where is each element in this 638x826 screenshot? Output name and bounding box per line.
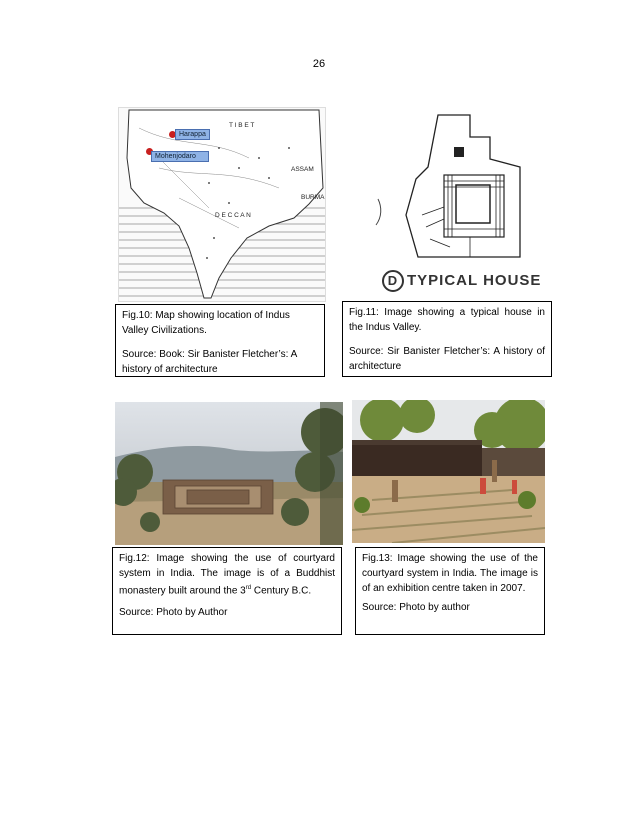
- caption-fig12-title-end: Century B.C.: [251, 585, 312, 597]
- caption-fig12: [112, 547, 342, 635]
- caption-fig12-title-sup: rd: [245, 585, 252, 591]
- caption-fig10-title: Fig.10: Map showing location of Indus Valley Civilizations.: [122, 310, 290, 336]
- caption-fig11-source: Source: Sir Banister Fletcher’s: A history of architecture: [349, 346, 545, 372]
- caption-fig12-title: [119, 551, 335, 598]
- map-drawing: [119, 108, 325, 301]
- house-title-text: TYPICAL HOUSE: [407, 272, 542, 289]
- caption-fig13: [355, 547, 545, 635]
- caption-fig10-source: Source: Book: Sir Banister Fletcher’s: A history of architecture: [122, 349, 297, 375]
- caption-fig10: [115, 304, 325, 377]
- page-number: 26: [312, 58, 326, 70]
- monastery-photo: [115, 402, 343, 545]
- caption-fig11: [342, 301, 552, 377]
- caption-fig12-title-main: Fig.12: Image showing the use of courtyard system in India. The image is of a Buddhist monastery built around the 3: [119, 553, 335, 597]
- caption-fig13-source: Source: Photo by author: [362, 602, 470, 613]
- harappa-label: Harappa: [175, 129, 210, 140]
- caption-fig13-title: Fig.13: Image showing the use of the courtyard system in India. The image is of an exhibition centre taken in 2007.: [362, 553, 538, 594]
- map-figure: [118, 107, 326, 302]
- house-drawing: [370, 107, 550, 295]
- map-region-label: D E C C A N: [215, 212, 251, 219]
- exhibition-centre-photo: [352, 400, 545, 543]
- map-region-label: T I B E T: [229, 122, 255, 129]
- caption-fig12-source: Source: Photo by Author: [119, 607, 228, 619]
- typical-house-figure: [370, 107, 550, 295]
- map-region-label: BURMA: [301, 194, 325, 201]
- mohenjodaro-label: Mohenjodaro: [151, 151, 209, 162]
- monastery-photo-drawing: [115, 402, 343, 545]
- map-region-label: ASSAM: [291, 166, 314, 173]
- house-letter-label: D: [382, 270, 404, 292]
- exhibition-photo-drawing: [352, 400, 545, 543]
- caption-fig11-title: Fig.11: Image showing a typical house in the Indus Valley.: [349, 307, 545, 333]
- house-image-title: [382, 270, 541, 292]
